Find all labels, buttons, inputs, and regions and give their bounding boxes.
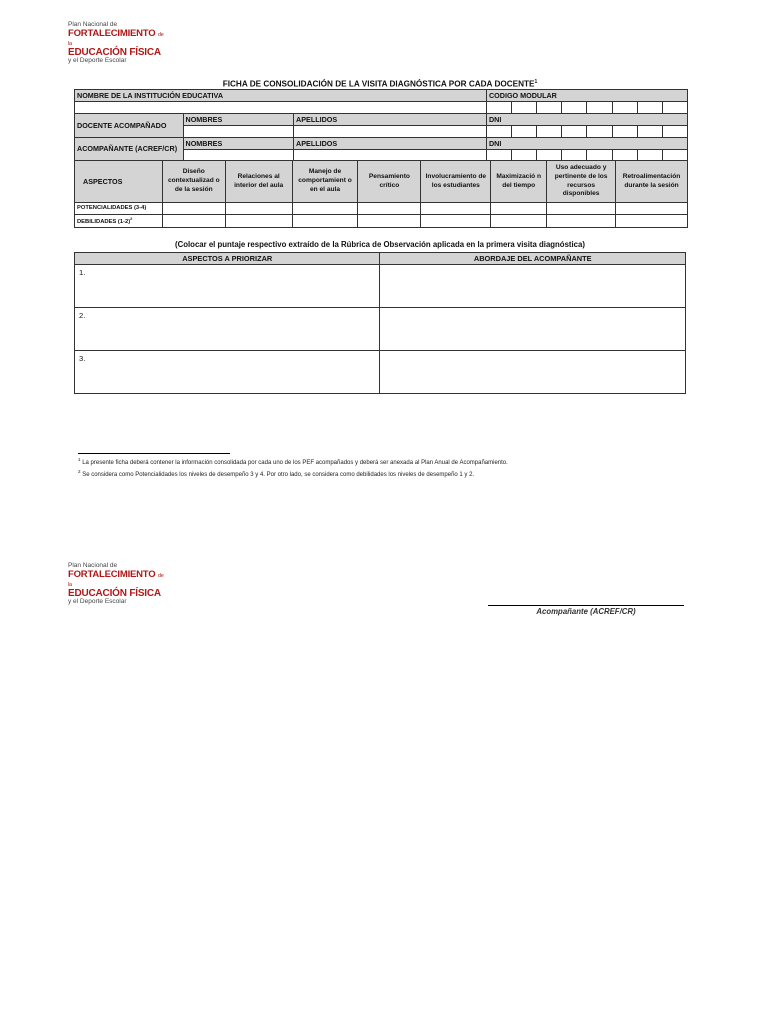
row-label-potencialidades: POTENCIALIDADES (3-4): [75, 203, 163, 215]
dni-box[interactable]: [662, 126, 687, 138]
logo-line2: FORTALECIMIENTO de la: [68, 27, 164, 47]
dni-box[interactable]: [562, 126, 587, 138]
logo-line3: EDUCACIÓN FÍSICA: [68, 587, 161, 599]
col-header: Uso adecuado y pertinente de los recursos disponibles: [547, 161, 616, 203]
docente-label: DOCENTE ACOMPAÑADO: [75, 114, 184, 138]
score-cell[interactable]: [421, 203, 491, 215]
score-cell[interactable]: [292, 203, 358, 215]
codigo-label: CODIGO MODULAR: [486, 90, 687, 102]
col-header: Pensamiento crítico: [358, 161, 421, 203]
dni-box[interactable]: [537, 126, 562, 138]
col-header: Diseño contextualizad o de la sesión: [162, 161, 225, 203]
logo-top: [68, 22, 168, 64]
col-header: Manejo de comportamient o en el aula: [292, 161, 358, 203]
logo-line2: FORTALECIMIENTO de la: [68, 568, 164, 588]
score-cell[interactable]: [358, 203, 421, 215]
acomp-apellidos-label: APELLIDOS: [294, 138, 487, 150]
dni-box[interactable]: [612, 126, 637, 138]
docente-apellidos-label: APELLIDOS: [294, 114, 487, 126]
codigo-box[interactable]: [562, 102, 587, 114]
logo-bottom: [68, 563, 168, 605]
abordaje-cell[interactable]: [380, 351, 686, 394]
col-header: Relaciones al interior del aula: [225, 161, 292, 203]
codigo-box[interactable]: [637, 102, 662, 114]
score-cell[interactable]: [421, 215, 491, 228]
docente-nombres-label: NOMBRES: [183, 114, 294, 126]
col-header: Involucramiento de los estudiantes: [421, 161, 491, 203]
col-header: Retroalimentación durante la sesión: [616, 161, 688, 203]
row-label-debilidades: DEBILIDADES $(1-2)^2$: [75, 215, 163, 228]
aspectos-priorizar-header: ASPECTOS A PRIORIZAR: [75, 253, 380, 265]
footnote-1: $^1$ La presente ficha deberá contener la información consolidada por cada uno de los PEF acompañados y deberá ser anexada al Plan Anual de Acompañamiento.: [78, 457, 508, 466]
score-cell[interactable]: [616, 215, 688, 228]
dni-box[interactable]: [637, 126, 662, 138]
score-cell[interactable]: [292, 215, 358, 228]
abordaje-cell[interactable]: [380, 265, 686, 308]
priority-table: [74, 252, 686, 394]
score-cell[interactable]: [616, 203, 688, 215]
priority-cell[interactable]: 2.: [75, 308, 380, 351]
institucion-field[interactable]: [75, 102, 487, 114]
table-row: [75, 351, 686, 394]
table-row: [75, 308, 686, 351]
logo-line4: y el Deporte Escolar: [68, 597, 127, 605]
score-cell[interactable]: [358, 215, 421, 228]
score-cell[interactable]: [491, 215, 547, 228]
dni-box[interactable]: [512, 126, 537, 138]
institucion-label: NOMBRE DE LA INSTITUCIÓN EDUCATIVA: [75, 90, 487, 102]
signature-label: Acompañante (ACREF/CR): [536, 607, 636, 616]
score-cell[interactable]: [225, 215, 292, 228]
signature-line: [488, 605, 684, 606]
logo-line1: Plan Nacional de: [68, 21, 118, 28]
acomp-dni-label: DNI: [486, 138, 687, 150]
logo-line3: EDUCACIÓN FÍSICA: [68, 46, 161, 58]
table-row: [75, 203, 688, 215]
acomp-nombres-label: NOMBRES: [183, 138, 294, 150]
score-cell[interactable]: [162, 215, 225, 228]
codigo-box[interactable]: [662, 102, 687, 114]
logo-line1: Plan Nacional de: [68, 562, 118, 569]
logo-line4: y el Deporte Escolar: [68, 56, 127, 64]
score-cell[interactable]: [162, 203, 225, 215]
codigo-box[interactable]: [612, 102, 637, 114]
instruction-text: (Colocar el puntaje respectivo extraído de la Rúbrica de Observación aplicada en la primera visita diagnóstica): [175, 240, 585, 249]
codigo-box[interactable]: [537, 102, 562, 114]
footnote-2: $^2$ Se considera como Potencialidades los niveles de desempeño 3 y 4. Por otro lado, se considera como debilidades los niveles de desempeño 1 y 2.: [78, 469, 475, 478]
docente-dni-label: DNI: [486, 114, 687, 126]
aspects-table: [74, 160, 688, 228]
form-title: FICHA DE CONSOLIDACIÓN DE LA VISITA DIAGNÓSTICA POR CADA DOCENTE$^1$: [222, 79, 538, 89]
docente-nombres-field[interactable]: [183, 126, 294, 138]
priority-cell[interactable]: 3.: [75, 351, 380, 394]
codigo-box[interactable]: [587, 102, 612, 114]
acompanante-label: ACOMPAÑANTE (ACREF/CR): [75, 138, 184, 162]
codigo-box[interactable]: [512, 102, 537, 114]
footnote-divider: [78, 453, 230, 454]
abordaje-cell[interactable]: [380, 308, 686, 351]
score-cell[interactable]: [547, 215, 616, 228]
dni-box[interactable]: [486, 126, 511, 138]
score-cell[interactable]: [491, 203, 547, 215]
abordaje-header: ABORDAJE DEL ACOMPAÑANTE: [380, 253, 686, 265]
info-table: [74, 89, 688, 162]
docente-apellidos-field[interactable]: [294, 126, 487, 138]
table-row: [75, 265, 686, 308]
table-row: [75, 215, 688, 228]
col-header: Maximizació n del tiempo: [491, 161, 547, 203]
codigo-box[interactable]: [486, 102, 511, 114]
dni-box[interactable]: [587, 126, 612, 138]
score-cell[interactable]: [547, 203, 616, 215]
aspectos-header: ASPECTOS: [75, 161, 163, 203]
priority-cell[interactable]: 1.: [75, 265, 380, 308]
score-cell[interactable]: [225, 203, 292, 215]
